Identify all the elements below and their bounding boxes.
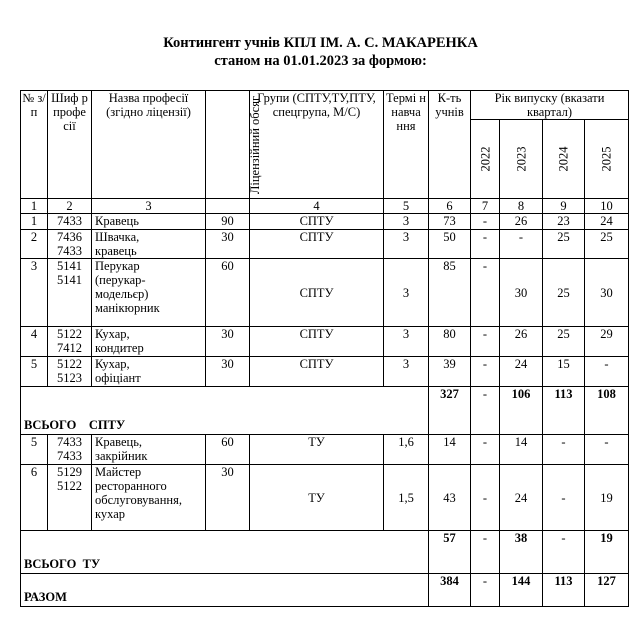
release-2023: 26	[500, 214, 543, 230]
profession-name: Кравець	[92, 214, 206, 230]
tu-row	[21, 465, 629, 531]
study-term: 1,5	[384, 465, 429, 531]
profession-code: 7436 7433	[48, 230, 92, 259]
header-year	[543, 120, 585, 199]
spto-total-row	[21, 387, 629, 435]
grand-total-label: РАЗОМ	[21, 574, 429, 607]
spto-total-2023: 106	[500, 387, 543, 435]
release-2025: 30	[585, 259, 629, 327]
release-2025: 29	[585, 327, 629, 357]
release-2025: -	[585, 357, 629, 387]
row-number: 3	[21, 259, 48, 327]
students-table	[20, 90, 629, 607]
header-license	[206, 91, 263, 199]
column-number: 3	[92, 199, 206, 214]
profession-code: 5122 5123	[48, 357, 92, 387]
group-type: СПТУ	[250, 230, 384, 259]
release-2023: -	[500, 230, 543, 259]
license-volume: 30	[206, 327, 250, 357]
row-number: 2	[21, 230, 48, 259]
release-2022: -	[471, 327, 500, 357]
profession-name: Кухар, офіціант	[92, 357, 206, 387]
grand-total-row	[21, 574, 629, 607]
header-year	[500, 120, 543, 199]
tu-total-row	[21, 531, 629, 574]
header-year	[585, 120, 629, 199]
student-count: 80	[429, 327, 471, 357]
release-2025: -	[585, 435, 629, 465]
release-2025: 19	[585, 465, 629, 531]
grand-total-2023: 144	[500, 574, 543, 607]
profession-code: 5141 5141	[48, 259, 92, 327]
grand-total-2022: -	[471, 574, 500, 607]
header-code: Шиф р профе сії	[48, 91, 92, 199]
group-type: СПТУ	[250, 214, 384, 230]
student-count: 73	[429, 214, 471, 230]
header-profession: Назва професії (згідно ліцензії)	[92, 91, 206, 199]
student-count: 39	[429, 357, 471, 387]
profession-code: 7433 7433	[48, 435, 92, 465]
license-volume: 30	[206, 357, 250, 387]
study-term: 3	[384, 230, 429, 259]
student-count: 85	[429, 259, 471, 327]
tu-total-2023: 38	[500, 531, 543, 574]
profession-name: Кухар, кондитер	[92, 327, 206, 357]
release-2022: -	[471, 435, 500, 465]
release-2024: 25	[543, 259, 585, 327]
study-term: 3	[384, 327, 429, 357]
document-title: Контингент учнів КПЛ ІМ. А. С. МАКАРЕНКА	[163, 35, 478, 51]
spto-row	[21, 230, 629, 259]
release-2025: 24	[585, 214, 629, 230]
row-number: 6	[21, 465, 48, 531]
student-count: 43	[429, 465, 471, 531]
license-volume: 30	[206, 465, 250, 531]
spto-row	[21, 327, 629, 357]
release-2024: -	[543, 465, 585, 531]
column-number: 1	[21, 199, 48, 214]
header-groups: Групи (СПТУ,ТУ,ПТУ, спецгрупа, М/С)	[250, 91, 384, 199]
header-release: Рік випуску (вказати квартал)	[471, 91, 629, 120]
release-2023: 26	[500, 327, 543, 357]
student-count: 50	[429, 230, 471, 259]
column-number: 9	[543, 199, 585, 214]
grand-total-2025: 127	[585, 574, 629, 607]
spto-total-count: 327	[429, 387, 471, 435]
header-license-text: Ліцензійний обсяг	[248, 95, 263, 194]
group-type: ТУ	[250, 465, 384, 531]
group-type: СПТУ	[250, 327, 384, 357]
release-2023: 14	[500, 435, 543, 465]
release-2024: 15	[543, 357, 585, 387]
release-2022: -	[471, 357, 500, 387]
profession-name: Кравець, закрійник	[92, 435, 206, 465]
column-number: 2	[48, 199, 92, 214]
group-type: СПТУ	[250, 357, 384, 387]
row-number: 1	[21, 214, 48, 230]
spto-total-2022: -	[471, 387, 500, 435]
profession-name: Майстер ресторанного обслуговування, кухар	[92, 465, 206, 531]
release-2024: -	[543, 435, 585, 465]
tu-row	[21, 435, 629, 465]
spto-row	[21, 357, 629, 387]
profession-code: 7433	[48, 214, 92, 230]
tu-total-2025: 19	[585, 531, 629, 574]
document-subtitle: станом на 01.01.2023 за формою:	[214, 53, 427, 69]
row-number: 4	[21, 327, 48, 357]
release-2024: 25	[543, 327, 585, 357]
tu-total-2024: -	[543, 531, 585, 574]
spto-total-2024: 113	[543, 387, 585, 435]
study-term: 3	[384, 214, 429, 230]
spto-row	[21, 214, 629, 230]
column-numbers-row	[21, 199, 629, 214]
column-number: 8	[500, 199, 543, 214]
header-year-text: 2023	[514, 146, 528, 172]
column-number: 6	[429, 199, 471, 214]
header-year-text: 2022	[478, 146, 492, 172]
release-2024: 25	[543, 230, 585, 259]
profession-name: Швачка, кравець	[92, 230, 206, 259]
spto-row	[21, 259, 629, 327]
study-term: 3	[384, 259, 429, 327]
header-year-text: 2025	[599, 146, 614, 172]
license-volume: 90	[206, 214, 250, 230]
spto-total-2025: 108	[585, 387, 629, 435]
tu-total-count: 57	[429, 531, 471, 574]
release-2024: 23	[543, 214, 585, 230]
release-2023: 24	[500, 465, 543, 531]
release-2023: 24	[500, 357, 543, 387]
release-2022: -	[471, 230, 500, 259]
column-number: 5	[384, 199, 429, 214]
column-number	[206, 199, 250, 214]
grand-total-2024: 113	[543, 574, 585, 607]
row-number: 5	[21, 435, 48, 465]
header-term: Термі н навча ння	[384, 91, 429, 199]
study-term: 1,6	[384, 435, 429, 465]
release-2022: -	[471, 214, 500, 230]
header-count: К-ть учнів	[429, 91, 471, 199]
study-term: 3	[384, 357, 429, 387]
row-number: 5	[21, 357, 48, 387]
profession-name: Перукар (перукар- модельєр) манікюрник	[92, 259, 206, 327]
release-2023: 30	[500, 259, 543, 327]
column-number: 7	[471, 199, 500, 214]
spto-total-label: ВСЬОГО СПТУ	[21, 387, 429, 435]
profession-code: 5129 5122	[48, 465, 92, 531]
tu-total-2022: -	[471, 531, 500, 574]
column-number: 4	[250, 199, 384, 214]
student-count: 14	[429, 435, 471, 465]
header-year-text: 2024	[556, 146, 571, 172]
column-number: 10	[585, 199, 629, 214]
release-2022: -	[471, 465, 500, 531]
header-num: № з/п	[21, 91, 48, 199]
license-volume: 60	[206, 259, 250, 327]
license-volume: 30	[206, 230, 250, 259]
group-type: ТУ	[250, 435, 384, 465]
profession-code: 5122 7412	[48, 327, 92, 357]
release-2025: 25	[585, 230, 629, 259]
release-2022: -	[471, 259, 500, 327]
header-year	[471, 120, 500, 199]
group-type: СПТУ	[250, 259, 384, 327]
grand-total-count: 384	[429, 574, 471, 607]
license-volume: 60	[206, 435, 250, 465]
tu-total-label: ВСЬОГО ТУ	[21, 531, 429, 574]
